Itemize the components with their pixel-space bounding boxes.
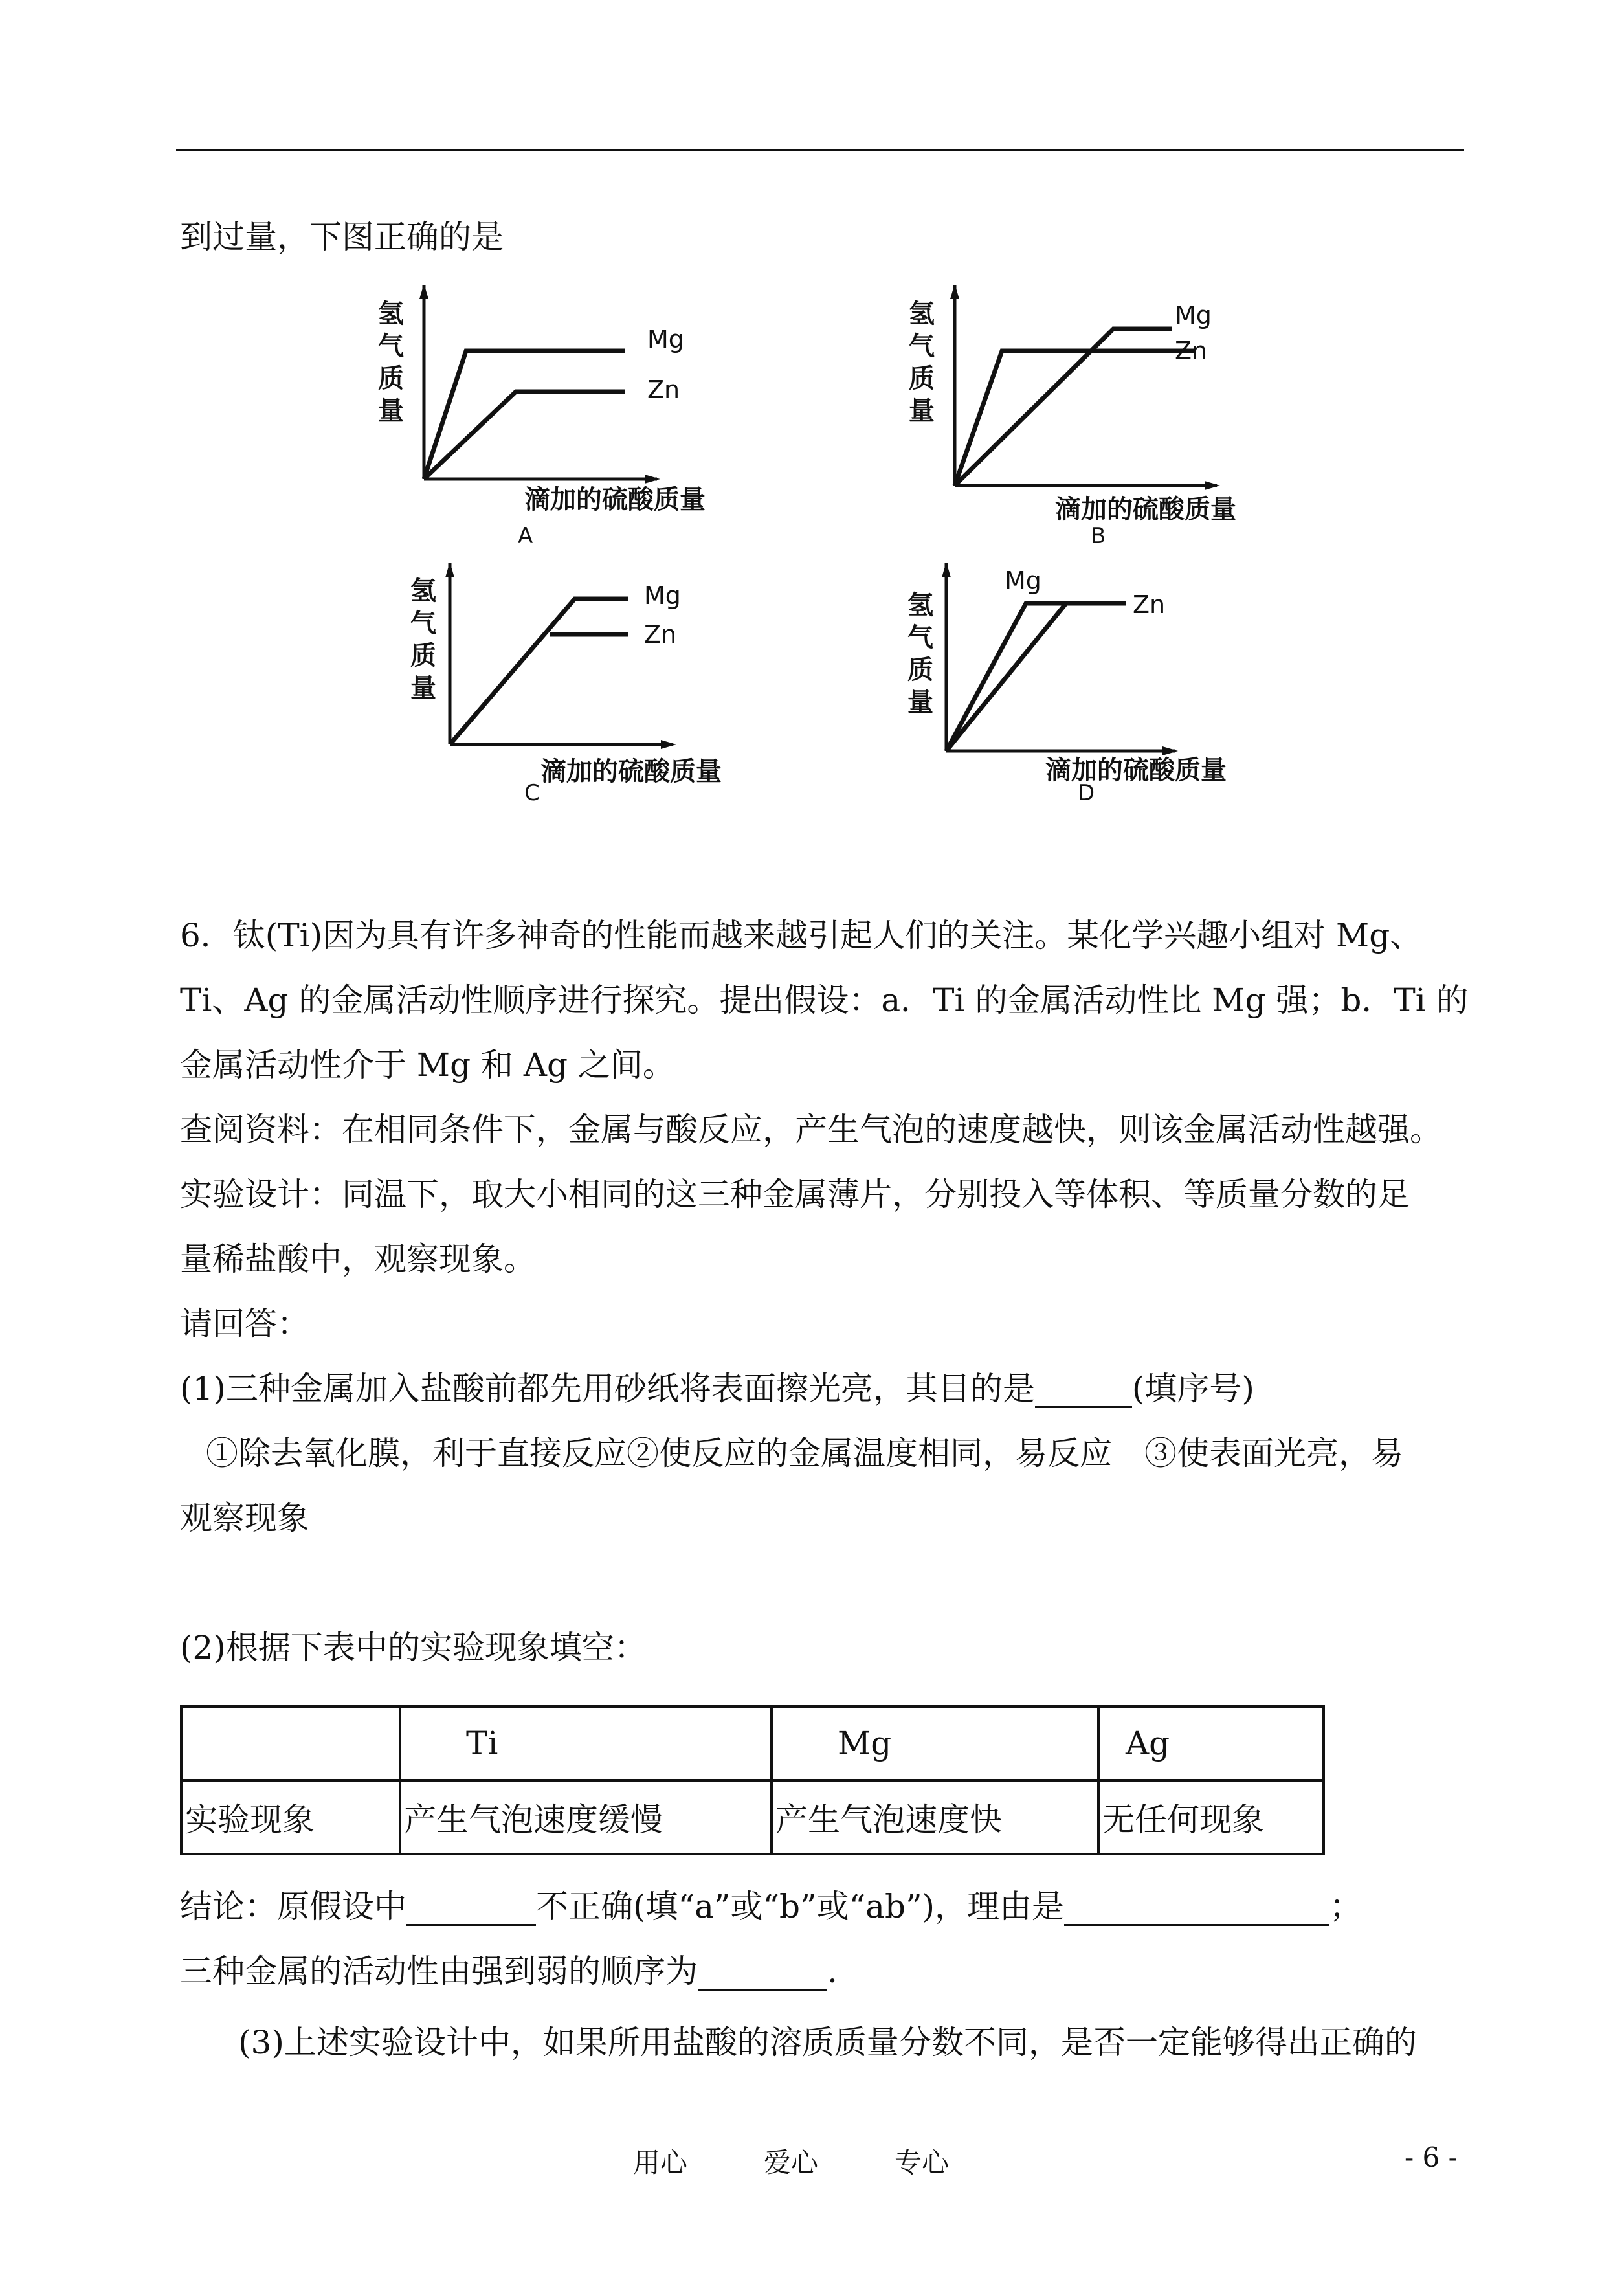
conclusion-blank-reason[interactable] xyxy=(1064,1894,1329,1926)
graph-d-x-label: 滴加的硫酸质量 xyxy=(1045,755,1227,785)
graph-a-zn-line xyxy=(424,392,625,479)
graph-b-zn-line xyxy=(955,351,1194,486)
graph-a-zn-label: Zn xyxy=(647,375,680,404)
graph-d-letter: D xyxy=(1078,780,1095,806)
page-number: - 6 - xyxy=(1405,2142,1458,2173)
graph-d xyxy=(906,563,1269,822)
graph-c-plot xyxy=(401,563,764,757)
q6-part2: (2)根据下表中的实验现象填空： xyxy=(180,1629,647,1666)
q6-line6: 量稀盐酸中，观察现象。 xyxy=(180,1240,536,1278)
q6-part3: (3)上述实验设计中，如果所用盐酸的溶质质量分数不同，是否一定能够得出正确的 xyxy=(238,2024,1417,2061)
footer-right: 专心 xyxy=(895,2147,950,2178)
q6-line1: 6．钛(Ti)因为具有许多神奇的性能而越来越引起人们的关注。某化学兴趣小组对 Mg、 xyxy=(180,917,1423,954)
order-line xyxy=(180,1952,838,1991)
graph-d-zn-label: Zn xyxy=(1133,590,1166,619)
graph-c-mg-label: Mg xyxy=(644,581,681,610)
conclusion-blank-hypothesis[interactable] xyxy=(406,1894,536,1926)
graph-d-mg-line xyxy=(946,603,1126,751)
footer-left: 用心 xyxy=(633,2147,688,2178)
graph-a-mg-label: Mg xyxy=(647,325,684,353)
q6-line4: 查阅资料：在相同条件下，金属与酸反应，产生气泡的速度越快，则该金属活动性越强。 xyxy=(180,1111,1442,1148)
graph-a-mg-line xyxy=(424,351,625,479)
conclusion-text: 结论：原假设中 xyxy=(180,1888,406,1925)
graph-d-zn-line xyxy=(946,603,1066,751)
graph-a xyxy=(375,285,738,557)
graph-d-plot xyxy=(906,563,1269,764)
q6-part1-text: (1)三种金属加入盐酸前都先用砂纸将表面擦光亮，其目的是 xyxy=(180,1370,1035,1407)
q6-line7: 请回答： xyxy=(180,1305,309,1343)
graph-c-zn-label: Zn xyxy=(644,620,677,649)
conclusion-hint: 不正确(填“a”或“b”或“ab”)，理由是 xyxy=(536,1888,1065,1925)
graph-c-x-arrow xyxy=(661,740,676,749)
table-row xyxy=(181,1780,1324,1854)
graph-b-y-arrow xyxy=(950,285,959,299)
order-blank[interactable] xyxy=(698,1959,827,1991)
graph-a-plot xyxy=(375,285,738,498)
table-header-row xyxy=(181,1706,1324,1780)
graph-a-x-label: 滴加的硫酸质量 xyxy=(524,485,706,515)
graph-c-x-label: 滴加的硫酸质量 xyxy=(540,757,722,787)
graph-b-letter: B xyxy=(1091,523,1106,549)
graph-b-mg-label: Mg xyxy=(1175,301,1212,330)
graph-d-y-label: 氢 气 质 量 xyxy=(907,590,933,717)
conclusion-line xyxy=(180,1887,1362,1926)
table-cell-ag: 无任何现象 xyxy=(1098,1780,1324,1854)
table-header-mg: Mg xyxy=(772,1706,1098,1780)
q6-options-cont: 观察现象 xyxy=(180,1499,309,1537)
table-cell-mg: 产生气泡速度快 xyxy=(772,1780,1098,1854)
q6-part1 xyxy=(180,1369,1254,1408)
q6-line2: Ti、Ag 的金属活动性顺序进行探究。提出假设：a．Ti 的金属活动性比 Mg 强；b．Ti 的 xyxy=(180,981,1469,1019)
graph-b-y-label: 氢 气 质 量 xyxy=(909,299,935,426)
graph-d-y-arrow xyxy=(942,563,951,577)
table-header-empty xyxy=(181,1706,400,1780)
footer-middle: 爱心 xyxy=(764,2147,819,2178)
graph-a-y-label: 氢 气 质 量 xyxy=(378,299,404,426)
conclusion-end: ； xyxy=(1329,1888,1363,1925)
graph-a-letter: A xyxy=(518,523,533,549)
q6-line5: 实验设计：同温下，取大小相同的这三种金属薄片，分别投入等体积、等质量分数的足 xyxy=(180,1176,1410,1213)
graph-b-x-label: 滴加的硫酸质量 xyxy=(1055,495,1236,524)
q6-part1-hint: (填序号) xyxy=(1131,1370,1254,1407)
graph-b xyxy=(906,285,1269,557)
q6-part1-blank[interactable] xyxy=(1035,1376,1132,1408)
graph-d-mg-label: Mg xyxy=(1005,566,1041,595)
graph-c-y-arrow xyxy=(445,563,454,577)
q6-line3: 金属活动性介于 Mg 和 Ag 之间。 xyxy=(180,1046,675,1084)
q6-options: ①除去氧化膜，利于直接反应②使反应的金属温度相同，易反应 ③使表面光亮，易 xyxy=(206,1435,1403,1472)
graph-b-plot xyxy=(906,285,1269,505)
graph-c-y-label: 氢 气 质 量 xyxy=(410,576,436,703)
graph-c-mg-line xyxy=(450,599,628,744)
order-text: 三种金属的活动性由强到弱的顺序为 xyxy=(180,1952,698,1990)
table-header-ag: Ag xyxy=(1098,1706,1324,1780)
table-header-ti: Ti xyxy=(400,1706,772,1780)
intro-line: 到过量，下图正确的是 xyxy=(180,218,504,256)
table-cell-ti: 产生气泡速度缓慢 xyxy=(400,1780,772,1854)
graph-c xyxy=(401,563,764,822)
header-rule xyxy=(176,149,1464,151)
experiment-table xyxy=(180,1705,1325,1855)
graph-b-zn-label: Zn xyxy=(1175,337,1208,365)
graph-c-letter: C xyxy=(524,780,540,806)
table-row-label: 实验现象 xyxy=(181,1780,400,1854)
order-end: . xyxy=(827,1952,838,1990)
graph-a-y-arrow xyxy=(419,285,428,299)
